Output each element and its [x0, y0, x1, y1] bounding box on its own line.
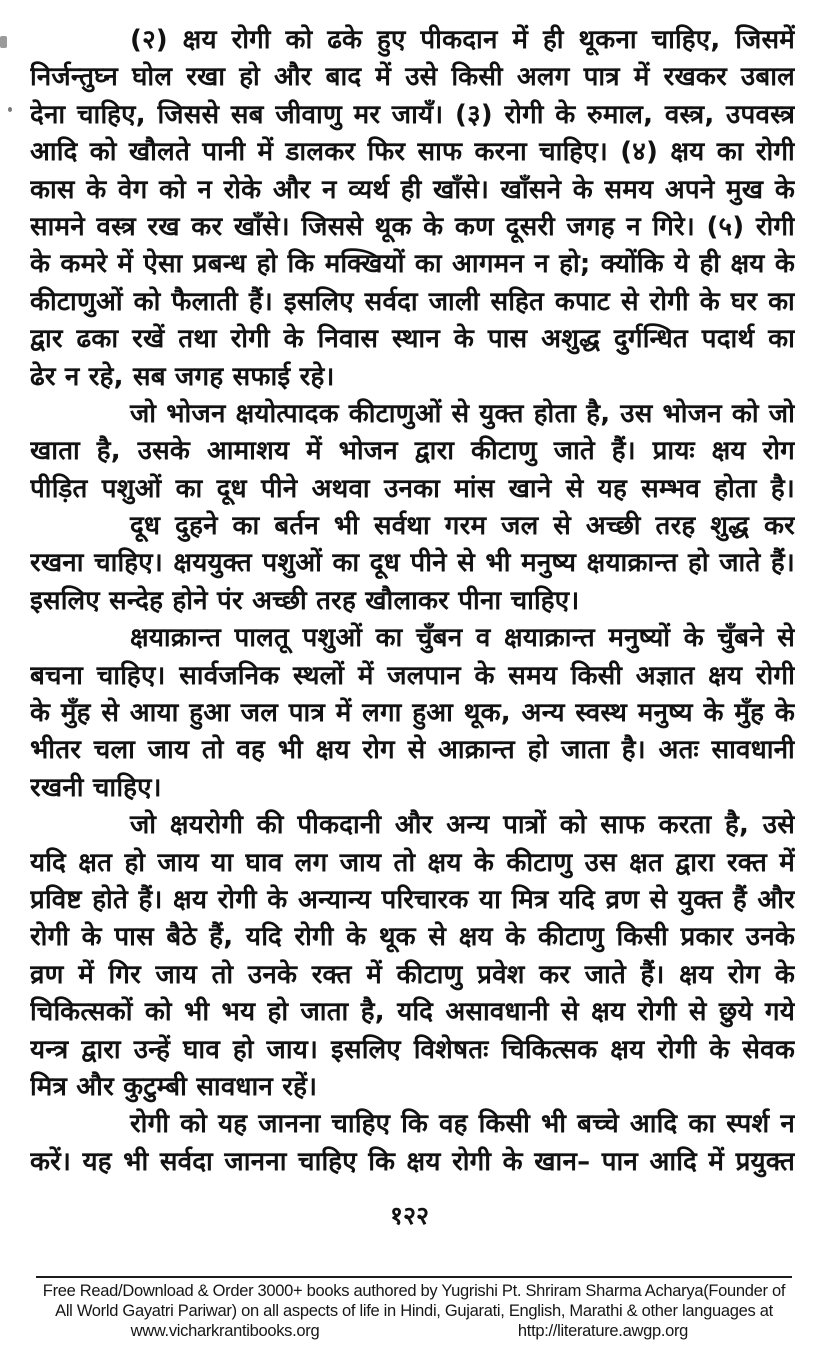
- body-text: [30, 22, 795, 1181]
- text-line-15: रखना चाहिए। क्षययुक्त पशुओं का दूध पीने से भी मनुष्य क्षयाक्रान्त हो जाते हैं।: [30, 548, 795, 579]
- text-line-23: यदि क्षत हो जाय या घाव लग जाय तो क्षय के कीटाणु उस क्षत द्वारा रक्त में: [30, 847, 795, 878]
- text-line-3: देना चाहिए, जिससे सब जीवाणु मर जायँ। (३) रोगी के रुमाल, वस्त्र, उपवस्त्र: [30, 99, 795, 130]
- text-line-25: रोगी के पास बैठे हैं, यदि रोगी के थूक से क्षय के कीटाणु किसी प्रकार उनके: [30, 922, 795, 953]
- text-line-1: (२) क्षय रोगी को ढके हुए पीकदान में ही थूकना चाहिए, जिसमें: [130, 25, 795, 55]
- scan-artifact-speck: [0, 36, 7, 48]
- footer-url-literature-awgp: http://literature.awgp.org: [517, 1322, 689, 1340]
- text-line-30: रोगी को यह जानना चाहिए कि वह किसी भी बच्चे आदि का स्पर्श न: [130, 1109, 795, 1140]
- footer-credit-line-2: All World Gayatri Pariwar) on all aspects of life in Hindi, Gujarati, English, Marathi & other languages at: [55, 1302, 773, 1320]
- text-line-19: के मुँह से आया हुआ जल पात्र में लगा हुआ थूक, अन्य स्वस्थ मनुष्य के मुँह के: [30, 698, 795, 729]
- text-line-28: यन्त्र द्वारा उन्हें घाव हो जाय। इसलिए विशेषतः चिकित्सक क्षय रोगी के सेवक: [30, 1034, 795, 1065]
- footer-url-vicharkrantibooks: www.vicharkrantibooks.org: [130, 1322, 320, 1340]
- text-line-5: कास के वेग को न रोके और न व्यर्थ ही खाँसे। खाँसने के समय अपने मुख के: [30, 174, 795, 205]
- page-number: १२२: [389, 1201, 429, 1230]
- text-line-4: आदि को खौलते पानी में डालकर फिर साफ करना चाहिए। (४) क्षय का रोगी: [30, 137, 795, 168]
- scan-artifact-speck: [8, 107, 12, 112]
- text-line-20: भीतर चला जाय तो वह भी क्षय रोग से आक्रान्त हो जाता है। अतः सावधानी: [30, 735, 795, 766]
- text-line-18: बचना चाहिए। सार्वजनिक स्थलों में जलपान के समय किसी अज्ञात क्षय रोगी: [30, 660, 795, 691]
- footer-links-row: [36, 1321, 792, 1341]
- text-line-24: प्रविष्ट होते हैं। क्षय रोगी के अन्यान्य परिचारक या मित्र यदि व्रण से युक्त हैं और: [30, 884, 795, 915]
- text-line-6: सामने वस्त्र रख कर खाँसे। जिससे थूक के कण दूसरी जगह न गिरे। (५) रोगी: [30, 211, 795, 242]
- text-line-7: के कमरे में ऐसा प्रबन्ध हो कि मक्खियों का आगमन न हो; क्योंकि ये ही क्षय के: [30, 249, 795, 280]
- footer: [36, 1276, 792, 1341]
- text-line-16: इसलिए सन्देह होने पंर अच्छी तरह खौलाकर पीना चाहिए।: [30, 585, 580, 616]
- text-line-21: रखनी चाहिए।: [30, 772, 162, 803]
- text-line-9: द्वार ढका रखें तथा रोगी के निवास स्थान के पास अशुद्ध दुर्गन्धित पदार्थ का: [30, 324, 795, 355]
- text-line-14: दूध दुहने का बर्तन भी सर्वथा गरम जल से अच्छी तरह शुद्ध कर: [130, 511, 795, 542]
- text-line-13: पीड़ित पशुओं का दूध पीने अथवा उनका मांस खाने से यह सम्भव होता है।: [30, 473, 795, 504]
- text-line-22: जो क्षयरोगी की पीकदानी और अन्य पात्रों को साफ करता है, उसे: [130, 810, 795, 841]
- text-line-2: निर्जन्तुघ्न घोल रखा हो और बाद में उसे किसी अलग पात्र में रखकर उबाल: [30, 62, 795, 93]
- text-line-12: खाता है, उसके आमाशय में भोजन द्वारा कीटाणु जाते हैं। प्रायः क्षय रोग: [30, 436, 795, 467]
- text-line-26: व्रण में गिर जाय तो उनके रक्त में कीटाणु प्रवेश कर जाते हैं। क्षय रोग के: [30, 959, 795, 990]
- footer-credit-line-1: Free Read/Download & Order 3000+ books authored by Yugrishi Pt. Shriram Sharma Acharya(Founder of: [42, 1282, 786, 1300]
- text-line-17: क्षयाक्रान्त पालतू पशुओं का चुँबन व क्षयाक्रान्त मनुष्यों के चुँबने से: [130, 623, 795, 654]
- text-line-31: करें। यह भी सर्वदा जानना चाहिए कि क्षय रोगी के खान– पान आदि में प्रयुक्त: [30, 1146, 795, 1177]
- text-line-29: मित्र और कुटुम्बी सावधान रहें।: [30, 1071, 318, 1102]
- text-line-11: जो भोजन क्षयोत्पादक कीटाणुओं से युक्त होता है, उस भोजन को जो: [130, 398, 795, 429]
- text-line-10: ढेर न रहे, सब जगह सफाई रहे।: [30, 361, 335, 392]
- text-line-27: चिकित्सकों को भी भय हो जाता है, यदि असावधानी से क्षय रोगी से छुये गये: [30, 997, 795, 1028]
- text-line-8: कीटाणुओं को फैलाती हैं। इसलिए सर्वदा जाली सहित कपाट से रोगी के घर का: [30, 286, 795, 317]
